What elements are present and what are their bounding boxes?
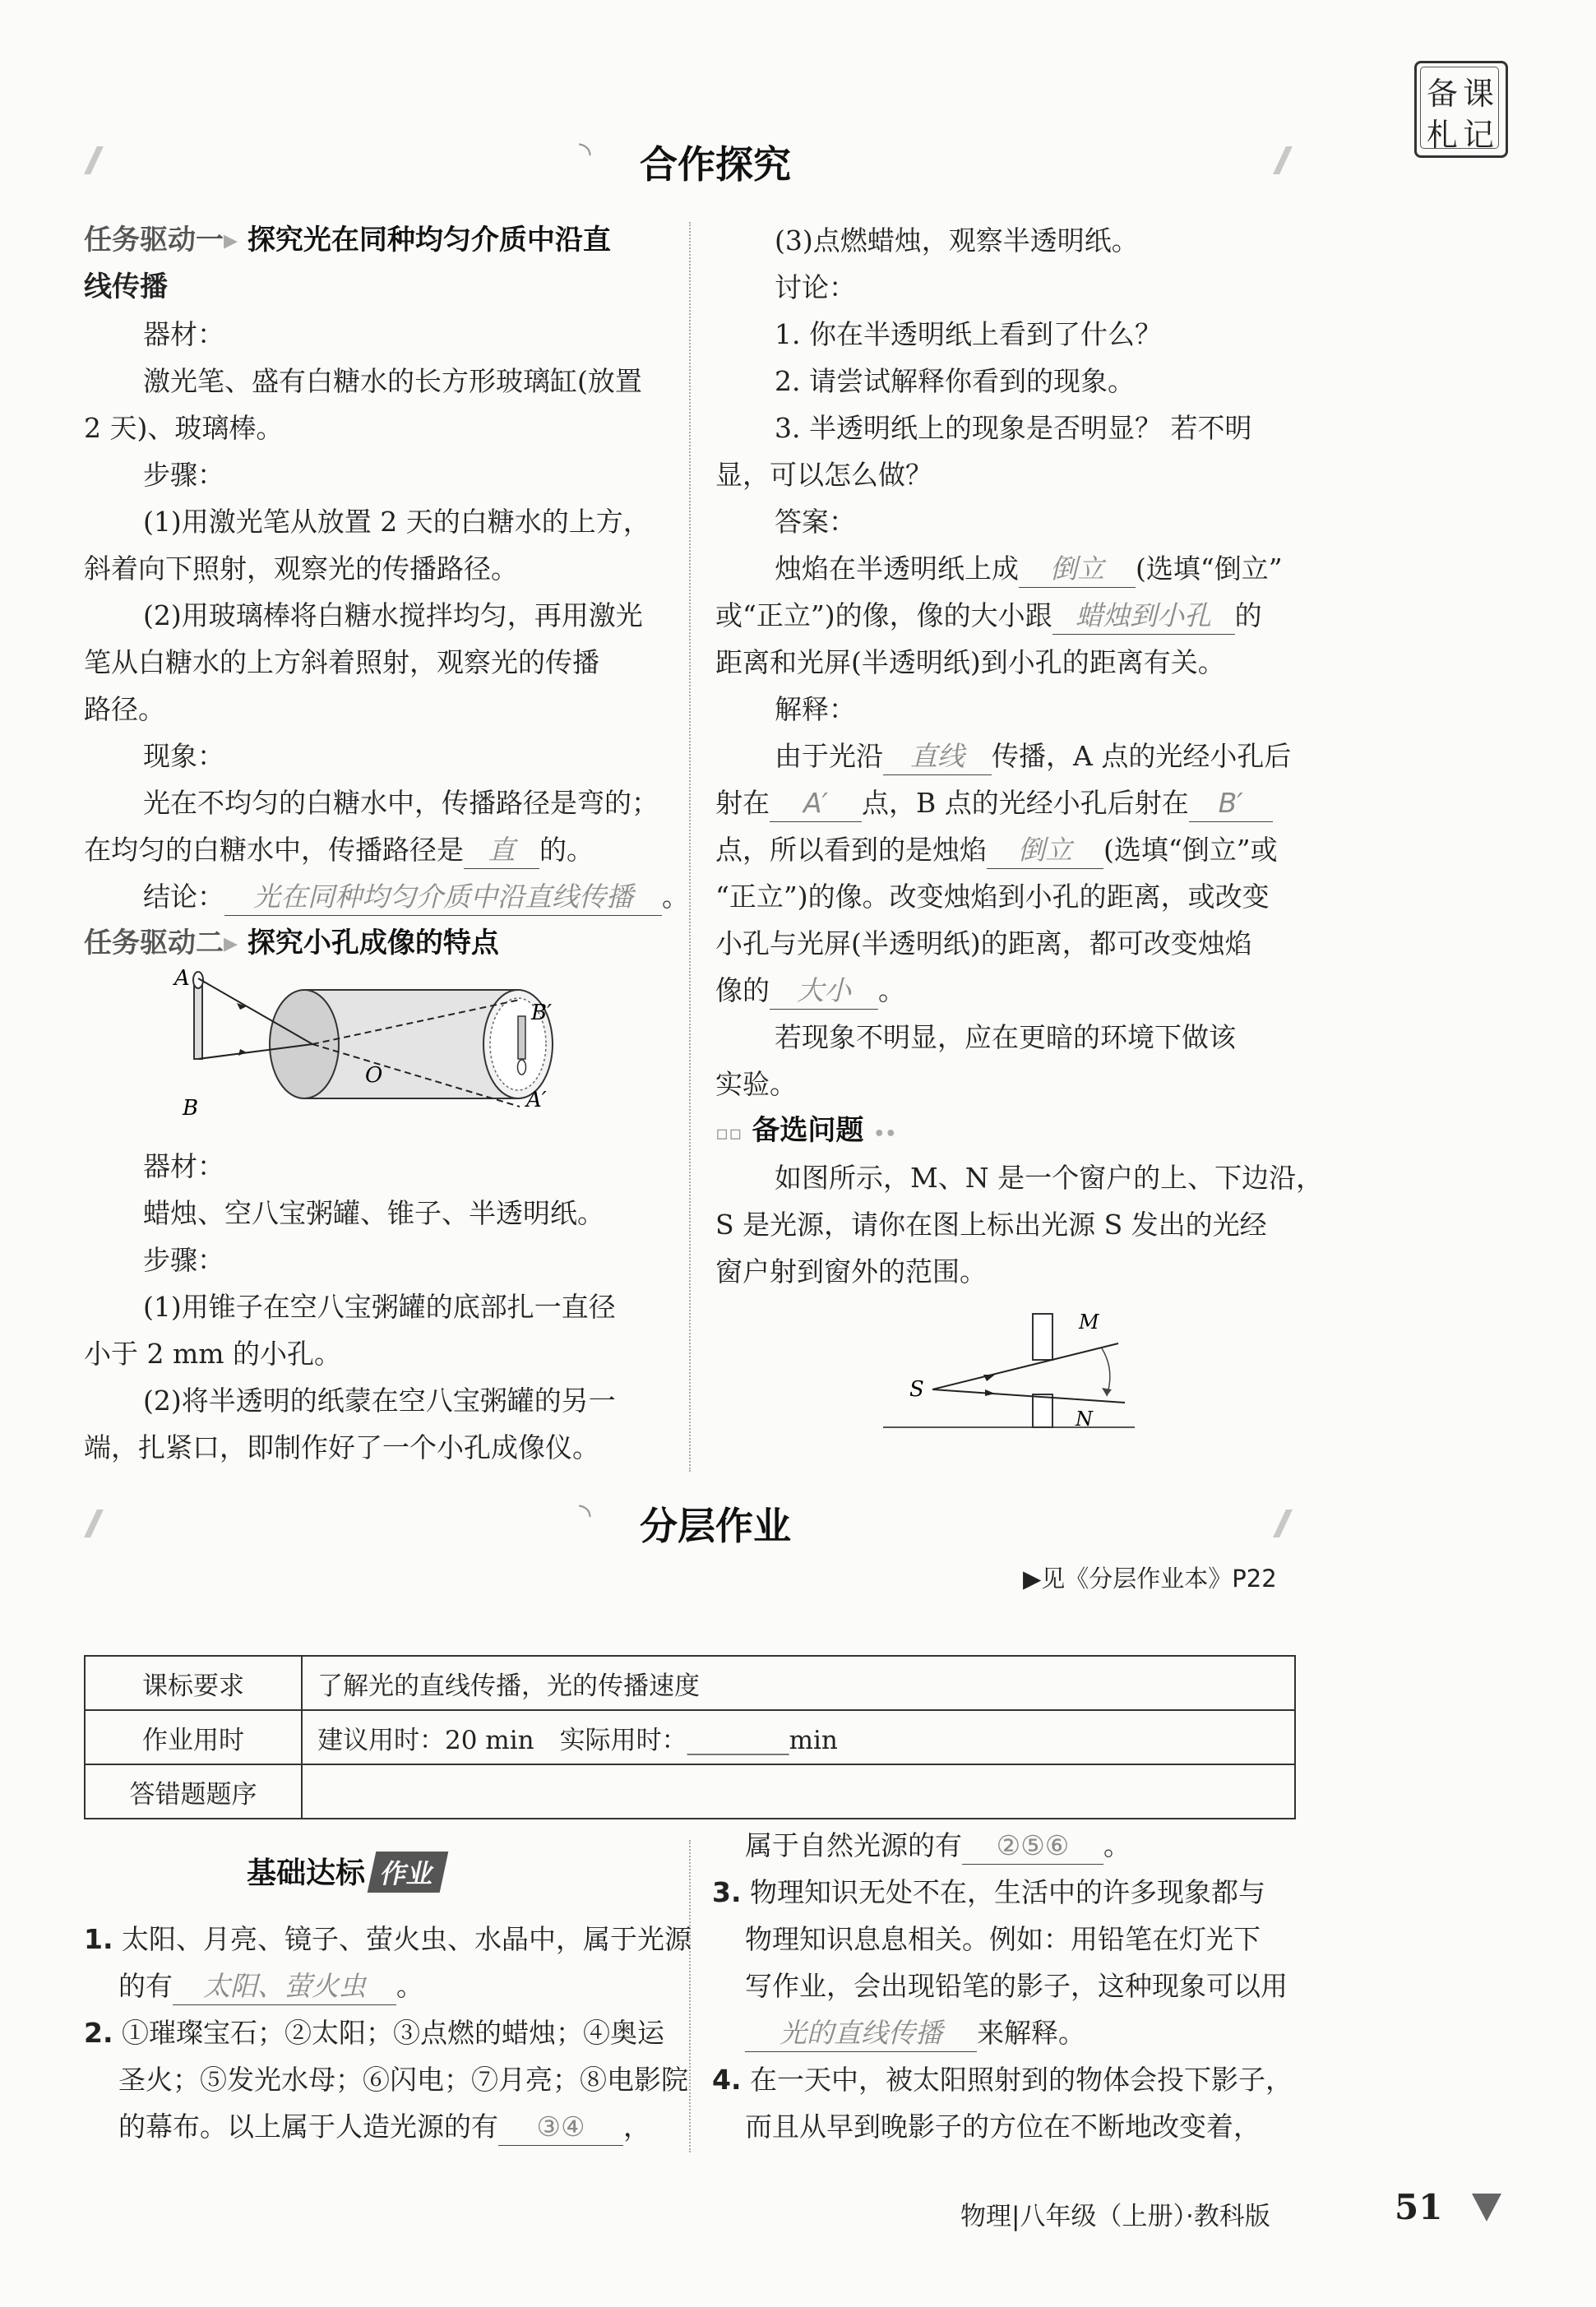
label-s: S: [909, 1377, 924, 1402]
task1-phenomenon: 光在不均匀的白糖水中，传播路径是弯的；: [143, 787, 659, 819]
table-row: [85, 1710, 1295, 1764]
pinhole-camera-figure: [164, 967, 576, 1131]
table-cell[interactable]: [302, 1764, 1295, 1819]
swirl-icon: ◝: [579, 135, 591, 171]
answer-blank: ②⑤⑥: [962, 1828, 1103, 1865]
task1-step1-cont: 斜着向下照射，观察光的传播路径。: [84, 552, 518, 585]
label-b: B: [183, 1096, 199, 1121]
page-number: 51: [1395, 2187, 1443, 2227]
answer-blank: 蜡烛到小孔: [1052, 598, 1235, 635]
section-title-homework: 分层作业: [640, 1504, 791, 1548]
task1-step2-cont: 笔从白糖水的上方斜着照射，观察光的传播: [84, 646, 599, 678]
task2-materials-head: 器材：: [143, 1150, 224, 1182]
header-slash-right: [1273, 146, 1293, 174]
explanation-1: 由于光沿 直线 传播，A 点的光经小孔后: [775, 733, 1291, 779]
footer-corner-mark: [1472, 2194, 1501, 2221]
window-light-figure: [880, 1307, 1143, 1439]
homework-book-ref: ▶见《分层作业本》P22: [1023, 1565, 1277, 1593]
task2-step2: (2)将半透明的纸蒙在空八宝粥罐的另一: [143, 1385, 616, 1417]
task1-step2: (2)用玻璃棒将白糖水搅拌均匀，再用激光: [143, 599, 643, 631]
basic-level-label: 基础达标 作业: [247, 1850, 444, 1893]
question-3: 3. 物理知识无处不在，生活中的许多现象都与: [712, 1876, 1265, 1908]
table-cell: 了解光的直线传播，光的传播速度: [302, 1656, 1295, 1710]
answer-line-3: 距离和光屏(半透明纸)到小孔的距离有关。: [715, 646, 1225, 678]
task2-step1-cont: 小于 2 mm 的小孔。: [84, 1338, 342, 1370]
task1-materials-cont: 2 天)、玻璃棒。: [84, 412, 284, 444]
section-title-cooperation: 合作探究: [640, 142, 791, 187]
answer-blank: 倒立: [1019, 551, 1136, 588]
header-slash-right: [1273, 1509, 1293, 1537]
answer-blank: 太阳、萤火虫: [173, 1968, 396, 2005]
alt-question-line2: S 是光源，请你在图上标出光源 S 发出的光经: [715, 1209, 1267, 1241]
question-2-line2: 圣火；⑤发光水母；⑥闪电；⑦月亮；⑧电影院: [118, 2064, 688, 2096]
footer-book-title: 物理|八年级（上册）·教科版: [960, 2202, 1270, 2231]
discussion-3-cont: 显，可以怎么做？: [715, 459, 932, 491]
task2-step1: (1)用锥子在空八宝粥罐的底部扎一直径: [143, 1291, 616, 1323]
question-3-line4: 光的直线传播 来解释。: [745, 2009, 1085, 2056]
table-row: [85, 1656, 1295, 1710]
task2-step2-cont: 端，扎紧口，即制作好了一个小孔成像仪。: [84, 1431, 599, 1463]
table-cell: 答错题题序: [85, 1764, 302, 1819]
task1-conclusion: 结论： 光在同种均匀介质中沿直线传播 。: [143, 873, 689, 920]
answer-blank: 光在同种均匀介质中沿直线传播: [224, 879, 662, 916]
explanation-5: 小孔与光屏(半透明纸)的距离，都可改变烛焰: [715, 927, 1252, 959]
column-divider: [689, 1840, 691, 2152]
question-2-line4: 属于自然光源的有 ②⑤⑥ 。: [745, 1822, 1131, 1869]
task2-materials: 蜡烛、空八宝粥罐、锥子、半透明纸。: [143, 1197, 604, 1229]
label-b-prime: B′: [531, 1001, 553, 1025]
task1-phenomenon-cont: 在均匀的白糖水中，传播路径是 直 的。: [84, 826, 594, 873]
task1-step1: (1)用激光笔从放置 2 天的白糖水的上方，: [143, 506, 650, 538]
question-1: 1. 太阳、月亮、镜子、萤火虫、水晶中，属于光源: [84, 1923, 692, 1955]
header-slash-left: [84, 1509, 104, 1537]
answer-line-2: 或“正立”)的像，像的大小跟 蜡烛到小孔 的: [715, 592, 1262, 639]
table-row: [85, 1764, 1295, 1819]
explanation-2: 射在 A′ 点，B 点的光经小孔后射在 B′: [715, 779, 1273, 826]
question-2: 2. ①璀璨宝石；②太阳；③点燃的蜡烛；④奥运: [84, 2017, 664, 2049]
note-cont: 实验。: [715, 1068, 797, 1100]
answer-line-1: 烛焰在半透明纸上成 倒立 (选填“倒立”: [775, 545, 1283, 592]
answer-blank: 直线: [883, 738, 992, 775]
answer-blank: 直: [464, 832, 539, 869]
task1-heading-cont: 线传播: [84, 270, 168, 303]
table-cell: 课标要求: [85, 1656, 302, 1710]
label-o: O: [365, 1063, 383, 1088]
task1-materials-head: 器材：: [143, 318, 224, 350]
task1-steps-head: 步骤：: [143, 459, 224, 491]
answer-blank: A′: [770, 785, 862, 822]
header-slash-left: [84, 146, 104, 174]
alt-question-line3: 窗户射到窗外的范围。: [715, 1255, 987, 1288]
discussion-3: 3. 半透明纸上的现象是否明显？ 若不明: [775, 412, 1252, 444]
task2-step3: (3)点燃蜡烛，观察半透明纸。: [775, 224, 1139, 257]
task1-step2-end: 路径。: [84, 693, 165, 725]
answer-head: 答案：: [775, 506, 856, 538]
task1-heading: 任务驱动一▸ 探究光在同种均匀介质中沿直: [84, 224, 611, 257]
label-a-prime: A′: [526, 1088, 547, 1112]
answer-blank: ③④: [498, 2109, 623, 2146]
question-3-line3: 写作业，会出现铅笔的影子，这种现象可以用: [745, 1970, 1288, 2002]
question-4: 4. 在一天中，被太阳照射到的物体会投下影子，: [712, 2064, 1293, 2096]
task1-phenomenon-head: 现象：: [143, 740, 224, 772]
label-a: A: [174, 967, 190, 991]
explanation-head: 解释：: [775, 693, 856, 725]
explanation-6: 像的 大小 。: [715, 967, 905, 1014]
label-n: N: [1076, 1408, 1093, 1431]
question-1-cont: 的有 太阳、萤火虫 。: [118, 1963, 423, 2009]
requirement-table: [84, 1655, 1296, 1819]
label-m: M: [1079, 1311, 1099, 1334]
alt-question-heading: ▫▫ 备选问题 ••: [715, 1114, 897, 1147]
discussion-2: 2. 请尝试解释你看到的现象。: [775, 365, 1135, 397]
note: 若现象不明显，应在更暗的环境下做该: [775, 1021, 1236, 1053]
answer-blank: 大小: [770, 973, 878, 1010]
table-cell[interactable]: 建议用时：20 min 实际用时：________min: [302, 1710, 1295, 1764]
swirl-icon: ◝: [579, 1496, 591, 1533]
answer-blank: 光的直线传播: [745, 2015, 977, 2052]
question-4-line2: 而且从早到晚影子的方位在不断地改变着，: [745, 2111, 1261, 2143]
task2-steps-head: 步骤：: [143, 1244, 224, 1276]
discussion-1: 1. 你在半透明纸上看到了什么？: [775, 318, 1162, 350]
explanation-4: “正立”)的像。改变烛焰到小孔的距离，或改变: [715, 881, 1270, 913]
discussion-head: 讨论：: [775, 271, 856, 303]
alt-question-line1: 如图所示，M、N 是一个窗户的上、下边沿，: [775, 1162, 1324, 1194]
answer-blank: 倒立: [987, 832, 1103, 869]
answer-blank: B′: [1189, 785, 1273, 822]
task1-materials: 激光笔、盛有白糖水的长方形玻璃缸(放置: [143, 365, 642, 397]
question-2-line3: 的幕布。以上属于人造光源的有 ③④ ，: [118, 2103, 650, 2150]
question-3-line2: 物理知识息息相关。例如：用铅笔在灯光下: [745, 1923, 1261, 1955]
explanation-3: 点，所以看到的是烛焰 倒立 (选填“倒立”或: [715, 826, 1278, 873]
column-divider: [689, 222, 691, 1472]
task2-heading: 任务驱动二▸ 探究小孔成像的特点: [84, 927, 499, 959]
corner-stamp: 备 课 札 记: [1414, 61, 1508, 158]
table-cell: 作业用时: [85, 1710, 302, 1764]
homework-tag: 作业: [368, 1852, 449, 1893]
